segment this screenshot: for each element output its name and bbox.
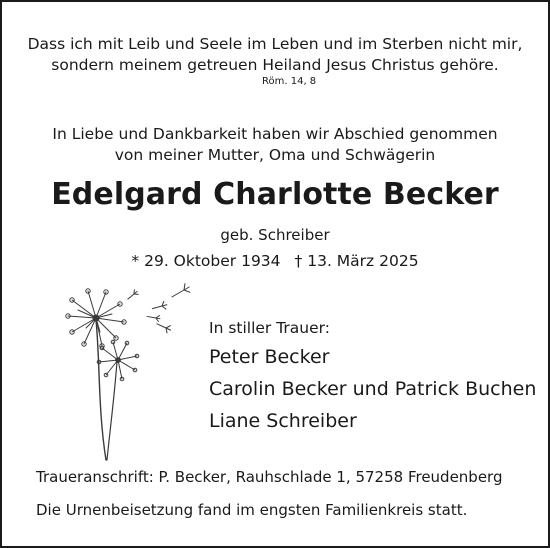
intro-line-2: von meiner Mutter, Oma und Schwägerin [114,146,436,164]
deceased-name: Edelgard Charlotte Becker [51,177,499,212]
bible-verse-line-2: sondern meinem getreuen Heiland Jesus Christus gehöre. [51,56,499,74]
mourner-name: Peter Becker [209,346,330,368]
mourning-address: Traueranschrift: P. Becker, Rauhschlade 1, 57258 Freudenberg [36,468,503,486]
mourners-heading: In stiller Trauer: [209,319,330,337]
maiden-name: geb. Schreiber [220,226,330,244]
bible-verse-line-1: Dass ich mit Leib und Seele im Leben und im Sterben nicht mir, [27,35,523,53]
dandelion-icon [62,270,212,466]
life-dates [2,251,548,271]
death-date: † 13. März 2025 [294,252,419,270]
birth-date: * 29. Oktober 1934 [131,252,281,270]
intro-line-1: In Liebe und Dankbarkeit haben wir Abschied genommen [52,125,498,143]
burial-note: Die Urnenbeisetzung fand im engsten Familienkreis statt. [36,501,468,519]
mourner-name: Carolin Becker und Patrick Buchen [209,378,537,400]
bible-verse-reference: Röm. 14, 8 [262,76,317,87]
mourner-name: Liane Schreiber [209,410,357,432]
